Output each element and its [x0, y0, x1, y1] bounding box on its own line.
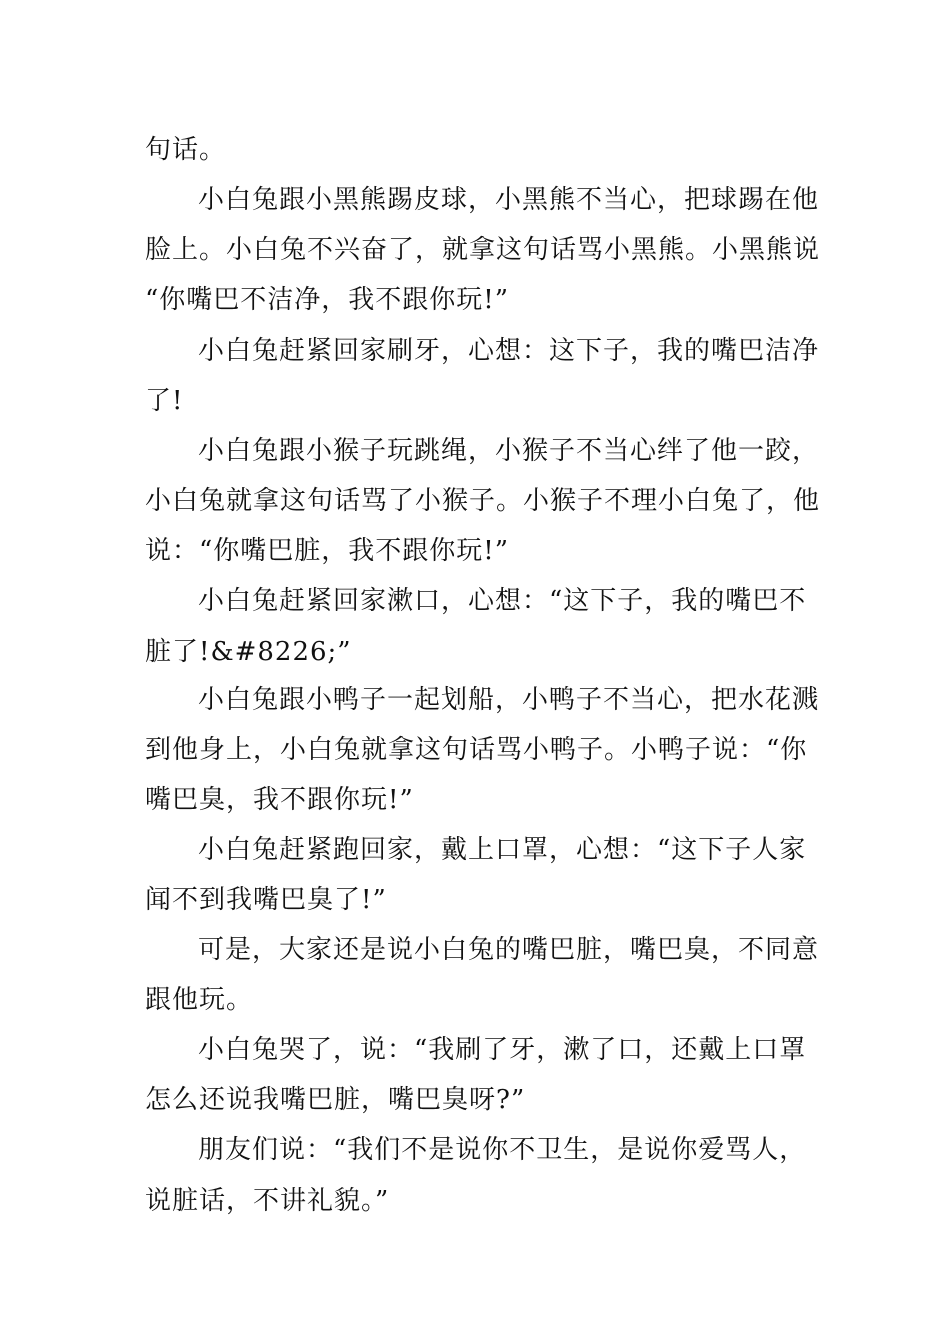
text-line: 小白兔跟小鸭子一起划船，小鸭子不当心，把水花溅: [198, 685, 820, 715]
text-line: 说：“你嘴巴脏，我不跟你玩!”: [145, 536, 510, 566]
text-line: 嘴巴臭，我不跟你玩!”: [145, 785, 414, 815]
text-line: 小白兔哭了，说：“我刷了牙，漱了口，还戴上口罩: [198, 1035, 807, 1065]
text-line: 小白兔赶紧跑回家，戴上口罩，心想：“这下子人家: [198, 835, 807, 865]
text-line: 小白兔赶紧回家刷牙，心想：这下子，我的嘴巴洁净: [198, 336, 820, 366]
text-line: 朋友们说：“我们不是说你不卫生，是说你爱骂人，: [198, 1135, 807, 1165]
text-line: 小白兔跟小黑熊踢皮球，小黑熊不当心，把球踢在他: [198, 185, 820, 215]
text-line: 说脏话，不讲礼貌。”: [145, 1186, 390, 1216]
text-line: 小白兔赶紧回家漱口，心想：“这下子，我的嘴巴不: [198, 586, 807, 616]
text-line: 怎么还说我嘴巴脏，嘴巴臭呀?”: [145, 1085, 526, 1115]
text-line: 闻不到我嘴巴臭了!”: [145, 885, 387, 915]
text-line: 跟他玩。: [145, 985, 254, 1015]
text-line: 脏了!&#8226;”: [145, 637, 352, 667]
text-line: 了!: [145, 386, 184, 416]
text-line: “你嘴巴不洁净，我不跟你玩!”: [145, 285, 510, 315]
text-line: 小白兔就拿这句话骂了小猴子。小猴子不理小白兔了，他: [145, 486, 821, 516]
text-line: 句话。: [145, 135, 227, 165]
text-line: 脸上。小白兔不兴奋了，就拿这句话骂小黑熊。小黑熊说: [145, 235, 821, 265]
text-line: 到他身上，小白兔就拿这句话骂小鸭子。小鸭子说：“你: [145, 735, 808, 765]
text-line: 小白兔跟小猴子玩跳绳，小猴子不当心绊了他一跤，: [198, 436, 820, 466]
text-line: 可是，大家还是说小白兔的嘴巴脏，嘴巴臭，不同意: [198, 935, 820, 965]
